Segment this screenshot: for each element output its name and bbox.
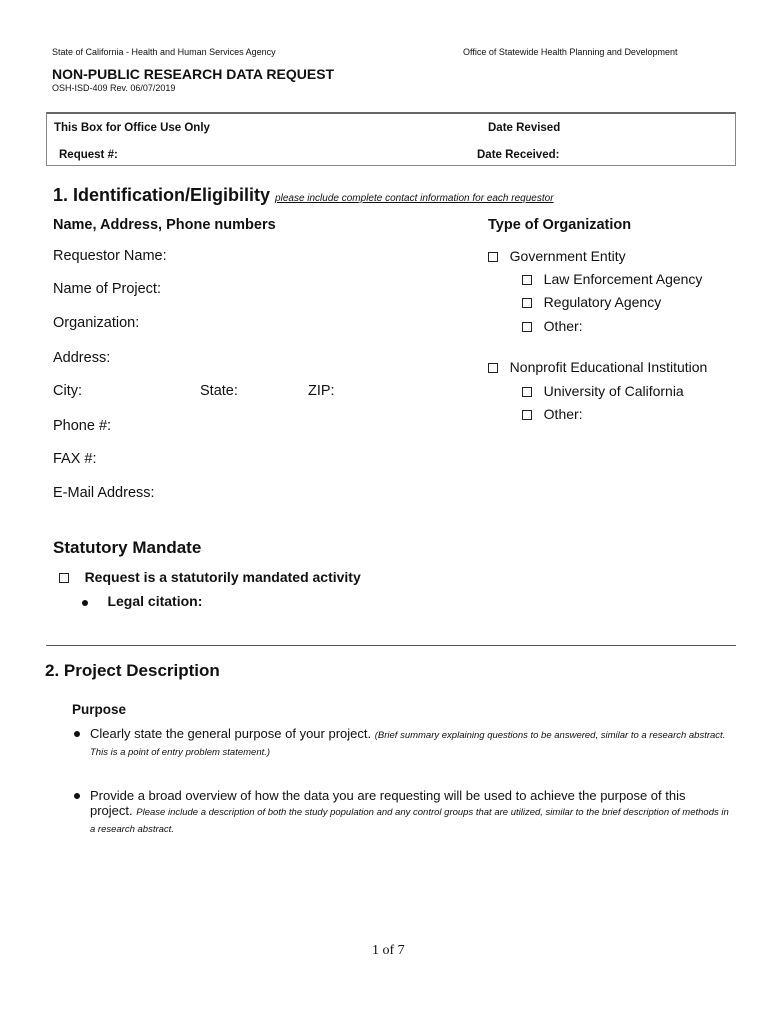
- regulatory-agency-option[interactable]: [522, 294, 661, 310]
- statutory-mandate-option[interactable]: [59, 569, 361, 585]
- project-name-field[interactable]: Name of Project:: [53, 281, 161, 297]
- zip-field[interactable]: ZIP:: [308, 383, 335, 399]
- purpose-bullet-2: [90, 788, 730, 837]
- government-other-label: Other:: [543, 318, 583, 334]
- statutory-mandate-label: Request is a statutorily mandated activity: [84, 569, 361, 585]
- law-enforcement-option[interactable]: [522, 271, 702, 287]
- state-field[interactable]: State:: [200, 383, 238, 399]
- address-field[interactable]: Address:: [53, 350, 111, 366]
- checkbox-icon[interactable]: [488, 252, 498, 262]
- purpose-bullet-1-text: Clearly state the general purpose of your project.: [90, 726, 372, 741]
- checkbox-icon[interactable]: [522, 275, 532, 285]
- date-received-label: Date Received:: [477, 149, 560, 161]
- phone-field[interactable]: Phone #:: [53, 418, 112, 434]
- nonprofit-other-option[interactable]: [522, 406, 583, 422]
- office-use-box: [46, 112, 736, 166]
- checkbox-icon[interactable]: [522, 298, 532, 308]
- request-number-label: Request #:: [59, 149, 118, 161]
- checkbox-icon[interactable]: [488, 363, 498, 373]
- section2-heading: 2. Project Description: [45, 661, 220, 680]
- section1-heading: 1. Identification/Eligibility: [53, 185, 271, 205]
- checkbox-icon[interactable]: [59, 573, 69, 583]
- form-revision: OSH-ISD-409 Rev. 06/07/2019: [52, 83, 176, 93]
- bullet-icon: [82, 600, 88, 606]
- checkbox-icon[interactable]: [522, 322, 532, 332]
- regulatory-agency-label: Regulatory Agency: [543, 294, 662, 310]
- legal-citation-item[interactable]: [82, 593, 202, 609]
- purpose-bullet-1-note: (Brief summary explaining questions to be answered, similar to a research abstract. This is a point of entry problem statement.): [90, 730, 726, 758]
- bullet-icon: [74, 793, 80, 799]
- nonprofit-option[interactable]: [488, 359, 707, 375]
- purpose-heading: Purpose: [72, 702, 127, 717]
- legal-citation-label: Legal citation:: [107, 593, 203, 609]
- purpose-bullet-2-text: Provide a broad overview of how the data you are requesting will be used to achieve the purpose of this project.: [90, 788, 686, 818]
- section-divider: [46, 645, 736, 646]
- section1-note: please include complete contact information for each requestor: [275, 193, 554, 204]
- form-title: NON-PUBLIC RESEARCH DATA REQUEST: [52, 66, 335, 82]
- email-field[interactable]: E-Mail Address:: [53, 485, 155, 501]
- contact-column-heading: Name, Address, Phone numbers: [53, 217, 276, 233]
- bullet-icon: [74, 731, 80, 737]
- requestor-name-field[interactable]: Requestor Name:: [53, 248, 167, 264]
- nonprofit-other-label: Other:: [543, 406, 583, 422]
- university-of-california-label: University of California: [543, 383, 684, 399]
- page-number: 1 of 7: [372, 943, 405, 958]
- agency-name: State of California - Health and Human Services Agency: [52, 47, 276, 57]
- law-enforcement-label: Law Enforcement Agency: [543, 271, 703, 287]
- checkbox-icon[interactable]: [522, 387, 532, 397]
- purpose-bullet-1: [90, 726, 730, 760]
- org-type-heading: Type of Organization: [488, 217, 632, 233]
- government-entity-label: Government Entity: [509, 248, 626, 264]
- fax-field[interactable]: FAX #:: [53, 451, 97, 467]
- organization-field[interactable]: Organization:: [53, 315, 140, 331]
- date-revised-label: Date Revised: [488, 122, 561, 134]
- checkbox-icon[interactable]: [522, 410, 532, 420]
- section1-heading-row: [53, 185, 554, 206]
- government-other-option[interactable]: [522, 318, 583, 334]
- office-use-label: This Box for Office Use Only: [54, 122, 210, 134]
- city-field[interactable]: City:: [53, 383, 82, 399]
- university-of-california-option[interactable]: [522, 383, 684, 399]
- office-name: Office of Statewide Health Planning and Development: [463, 47, 678, 57]
- government-entity-option[interactable]: [488, 248, 626, 264]
- nonprofit-label: Nonprofit Educational Institution: [509, 359, 708, 375]
- purpose-bullet-2-note: Please include a description of both the study population and any control groups that are utilized, similar to the brief description of methods in a research abstract.: [90, 807, 729, 835]
- statutory-mandate-heading: Statutory Mandate: [53, 538, 202, 557]
